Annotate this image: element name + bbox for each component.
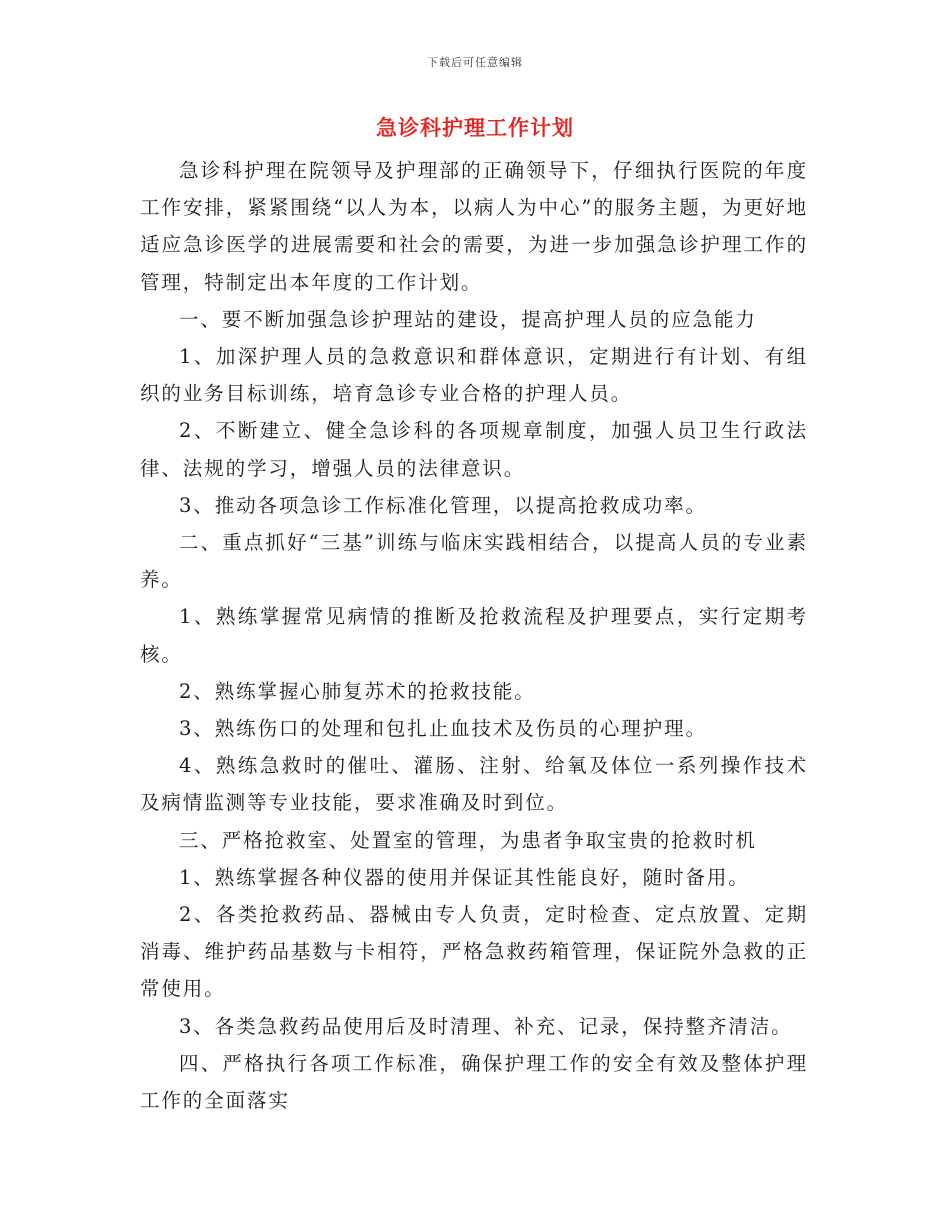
section-heading-3: 三、严格抢救室、处置室的管理，为患者争取宝贵的抢救时机 (179, 828, 757, 852)
section-heading-4: 四、严格执行各项工作标准，确保护理工作的安全有效及整体护理工作的全面落实 (140, 1051, 808, 1113)
list-item: 2、熟练掌握心肺复苏术的抢救技能。 (179, 679, 536, 703)
section-heading-1: 一、要不断加强急诊护理站的建设，提高护理人员的应急能力 (179, 307, 757, 331)
list-item: 1、熟练掌握各种仪器的使用并保证其性能良好，随时备用。 (179, 865, 750, 889)
list-item: 3、各类急救药品使用后及时清理、补充、记录，保持整齐清洁。 (179, 1014, 793, 1038)
list-item: 3、推动各项急诊工作标准化管理，以提高抢救成功率。 (179, 493, 707, 517)
document-title: 急诊科护理工作计划 (376, 115, 574, 140)
paragraph-intro: 急诊科护理在院领导及护理部的正确领导下，仔细执行医院的年度工作安排，紧紧围绕“以人为本，以病人为中心”的服务主题，为更好地适应急诊医学的进展需要和社会的需要，为进一步加强急诊护理工作的管理，特制定出本年度的工作计划。 (140, 159, 808, 294)
list-item: 3、熟练伤口的处理和包扎止血技术及伤员的心理护理。 (179, 717, 707, 741)
list-item: 2、各类抢救药品、器械由专人负责，定时检查、定点放置、定期消毒、维护药品基数与卡相符，严格急救药箱管理，保证院外急救的正常使用。 (140, 903, 808, 1001)
list-item: 1、加深护理人员的急救意识和群体意识，定期进行有计划、有组织的业务目标训练，培育急诊专业合格的护理人员。 (140, 345, 808, 406)
list-item: 4、熟练急救时的催吐、灌肠、注射、给氧及体位一系列操作技术及病情监测等专业技能，要求准确及时到位。 (140, 754, 808, 815)
section-heading-2: 二、重点抓好“三基”训练与临床实践相结合，以提高人员的专业素养。 (140, 531, 808, 592)
list-item: 2、不断建立、健全急诊科的各项规章制度，加强人员卫生行政法律、法规的学习，增强人员的法律意识。 (140, 419, 808, 480)
document-body (140, 152, 808, 1119)
header-note: 下载后可任意编辑 (427, 56, 523, 69)
list-item: 1、熟练掌握常见病情的推断及抢救流程及护理要点，实行定期考核。 (140, 605, 808, 666)
